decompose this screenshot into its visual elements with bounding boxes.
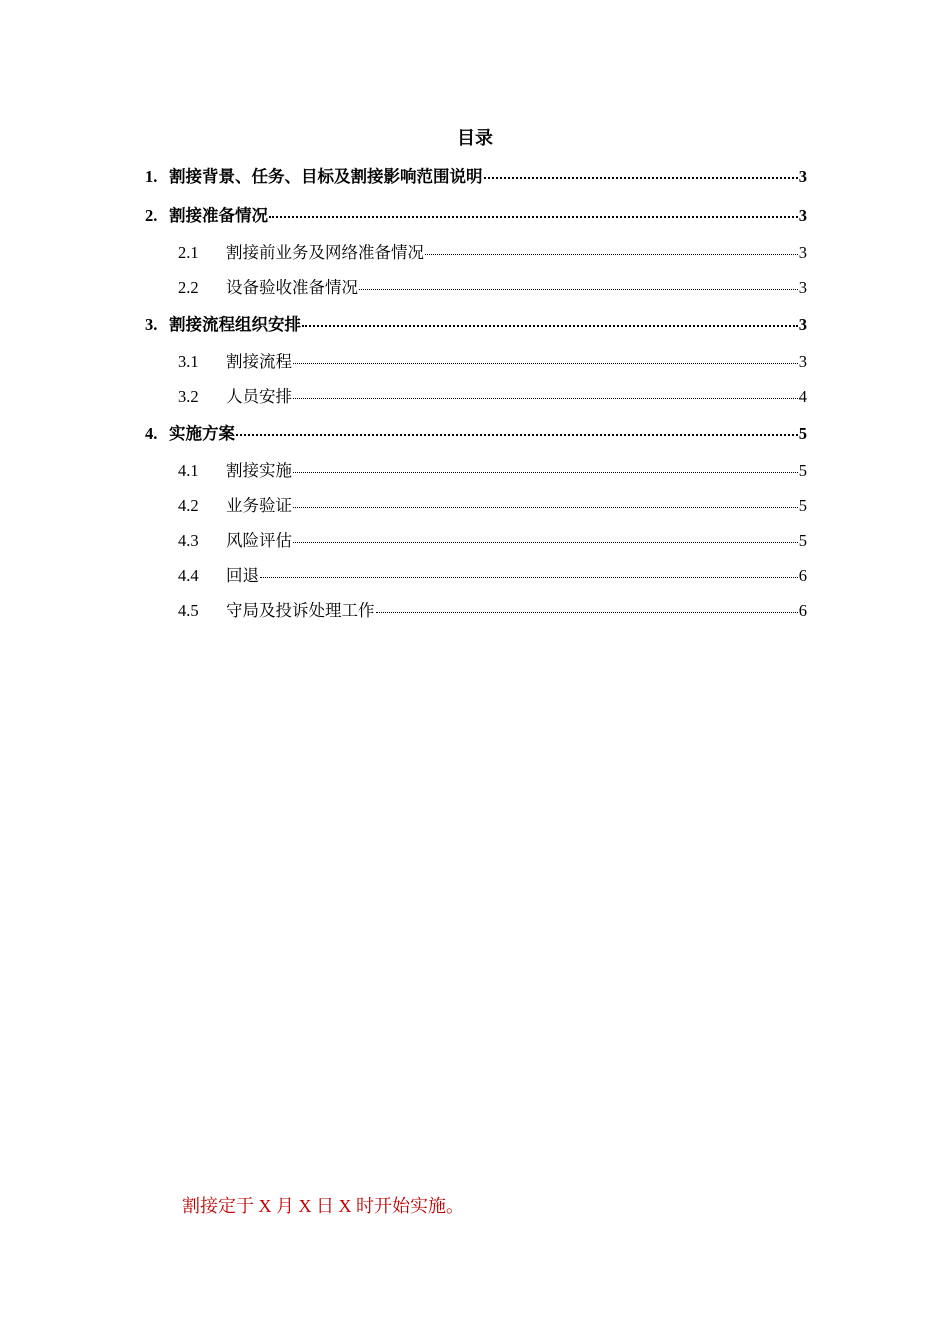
toc-entry-page: 5 [798, 531, 807, 550]
toc-entry-number: 3.2 [178, 387, 199, 406]
toc-dot-leader [269, 216, 798, 218]
toc-dot-leader [293, 472, 798, 473]
toc-entry-number: 1. [145, 167, 158, 186]
toc-entry-title: 回退 [226, 566, 259, 585]
toc-entry-title: 割接流程 [226, 352, 292, 371]
toc-entry-title: 实施方案 [169, 424, 235, 443]
toc-entry-page: 6 [798, 601, 807, 620]
toc-entry-page: 6 [798, 566, 807, 585]
toc-dot-leader [359, 289, 798, 290]
toc-dot-leader [260, 577, 798, 578]
toc-entry-number: 4. [145, 424, 158, 443]
implementation-notice: 割接定于 X 月 X 日 X 时开始实施。 [182, 1196, 464, 1216]
toc-dot-leader [302, 325, 798, 327]
toc-dot-leader [376, 612, 798, 613]
toc-entry-number: 4.3 [178, 531, 199, 550]
toc-entry-title: 风险评估 [226, 531, 292, 550]
toc-entry-page: 5 [798, 496, 807, 515]
toc-entry-4-1[interactable] [145, 456, 807, 491]
toc-entry-4-3[interactable] [145, 526, 807, 561]
toc-entry-number: 3.1 [178, 352, 199, 371]
toc-entry-page: 5 [798, 424, 807, 443]
toc-entry-title: 业务验证 [226, 496, 292, 515]
toc-entry-page: 3 [798, 167, 807, 186]
toc-entry-number: 2.1 [178, 243, 199, 262]
toc-entry-title: 割接前业务及网络准备情况 [226, 243, 424, 262]
toc-entry-title: 割接实施 [226, 461, 292, 480]
toc-entry-4-2[interactable] [145, 491, 807, 526]
toc-entry-number: 4.2 [178, 496, 199, 515]
toc-entry-title: 人员安排 [226, 387, 292, 406]
toc-entry-number: 2. [145, 206, 158, 225]
toc-entry-page: 3 [798, 352, 807, 371]
toc-entry-number: 4.1 [178, 461, 199, 480]
toc-entry-2-1[interactable] [145, 238, 807, 273]
toc-entry-page: 4 [798, 387, 807, 406]
toc-entry-page: 3 [798, 315, 807, 334]
toc-entry-title: 设备验收准备情况 [226, 278, 358, 297]
toc-title: 目录 [457, 128, 493, 149]
toc-entry-page: 3 [798, 278, 807, 297]
toc-entry-4-4[interactable] [145, 561, 807, 596]
toc-entry-4-5[interactable] [145, 596, 807, 631]
toc-dot-leader [293, 507, 798, 508]
toc-entry-page: 3 [798, 243, 807, 262]
toc-entry-number: 3. [145, 315, 158, 334]
toc-entry-title: 守局及投诉处理工作 [226, 601, 375, 620]
toc-dot-leader [425, 254, 798, 255]
toc-entry-3-2[interactable] [145, 382, 807, 417]
toc-dot-leader [236, 434, 798, 436]
toc-entry-3[interactable] [145, 308, 807, 347]
toc-entry-2[interactable] [145, 199, 807, 238]
toc-entry-page: 3 [798, 206, 807, 225]
toc-dot-leader [293, 398, 798, 399]
toc-entry-2-2[interactable] [145, 273, 807, 308]
toc-entry-4[interactable] [145, 417, 807, 456]
toc-entry-title: 割接背景、任务、目标及割接影响范围说明 [169, 167, 483, 186]
toc-entry-3-1[interactable] [145, 347, 807, 382]
toc-entry-number: 2.2 [178, 278, 199, 297]
toc-dot-leader [484, 177, 798, 179]
toc-dot-leader [293, 363, 798, 364]
toc-entry-title: 割接准备情况 [169, 206, 268, 225]
table-of-contents [145, 160, 807, 631]
toc-entry-number: 4.4 [178, 566, 199, 585]
toc-entry-page: 5 [798, 461, 807, 480]
toc-entry-number: 4.5 [178, 601, 199, 620]
toc-dot-leader [293, 542, 798, 543]
toc-entry-1[interactable] [145, 160, 807, 199]
toc-entry-title: 割接流程组织安排 [169, 315, 301, 334]
